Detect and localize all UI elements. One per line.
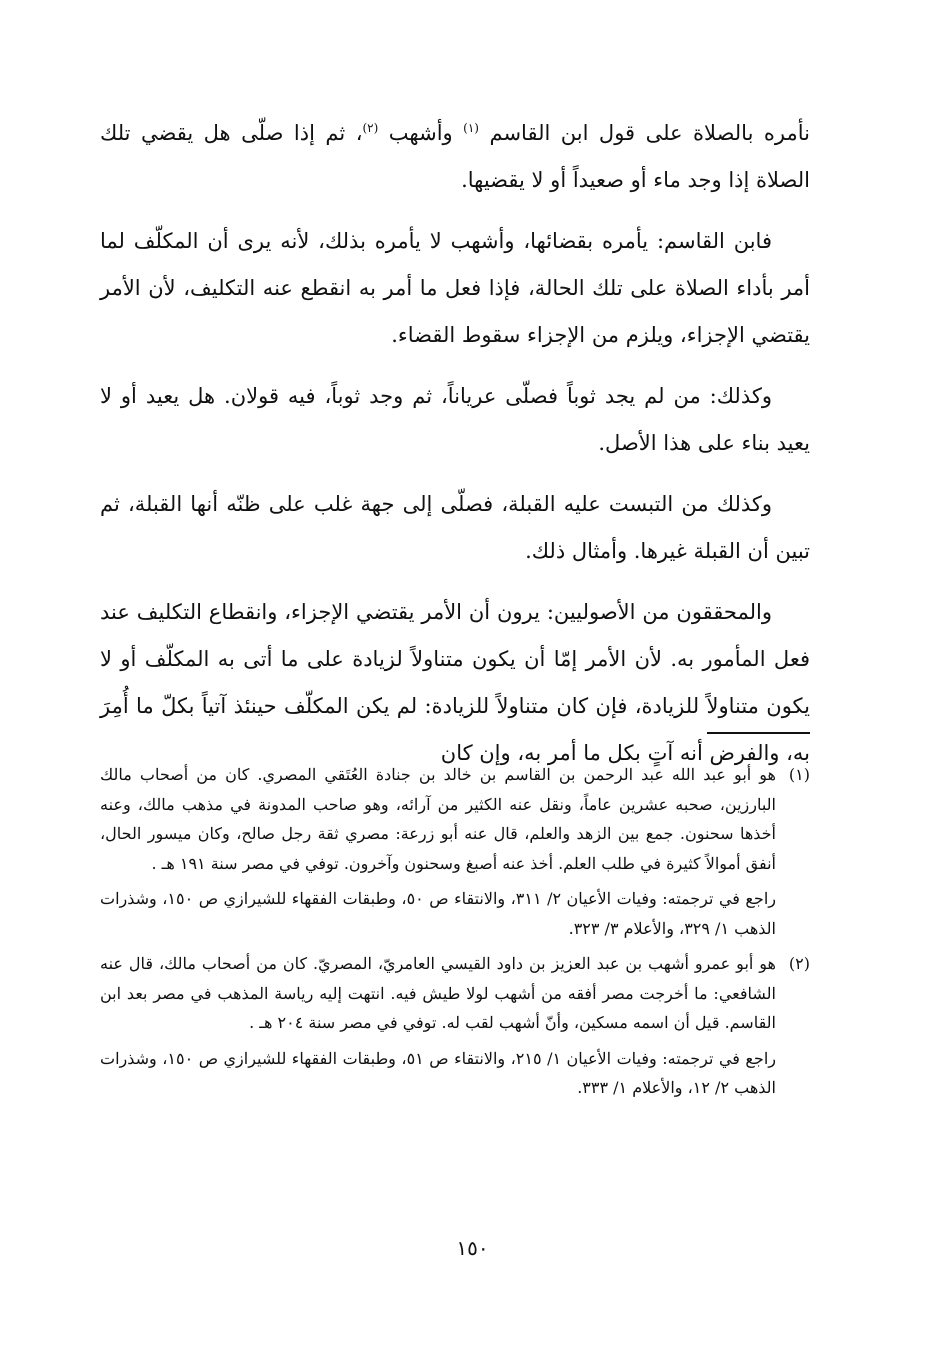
footnote-number: (٢) (788, 954, 810, 973)
page-number: ١٥٠ (456, 1236, 489, 1260)
footnotes (100, 760, 810, 1103)
footnote-text: هو أبو عبد الله عبد الرحمن بن القاسم بن خالد بن جنادة العُتَقي المصري. كان من أصحاب مالك البارزين، صحبه عشرين عاماً، ونقل عنه الكثير من آرائه، وهو صاحب المدونة في مذهب مالك، وعنه أخذها سحنون. جمع بين الزهد والعلم، قال عنه أبو زرعة: مصري ثقة رجل صالح، وكان ميسور الحال، أنفق أموالاً كثيرة في طلب العلم. أخذ عنه أصبغ وسحنون وآخرون. توفي في مصر سنة ١٩١ هـ . (100, 765, 776, 873)
paragraph-text: وكذلك: من لم يجد ثوباً فصلّى عرياناً، ثم وجد ثوباً، فيه قولان. هل يعيد أو لا يعيد بناء على هذا الأصل. (100, 384, 810, 455)
paragraph-text: والمحققون من الأصوليين: يرون أن الأمر يقتضي الإجزاء، وانقطاع التكليف عند فعل المأمور به. لأن الأمر إمّا أن يكون متناولاً لزيادة على ما أتى به المكلّف أو لا يكون متناولاً للزيادة، فإن كان متناولاً للزيادة: لم يكن المكلّف حينئذ آتياً بكلّ ما أُمِرَ به، والفرض أنه آتٍ بكل ما أمر به، وإن كان (100, 600, 810, 765)
paragraph-text: وكذلك من التبست عليه القبلة، فصلّى إلى جهة غلب على ظنّه أنها القبلة، ثم تبين أن القبلة غيرها. وأمثال ذلك. (100, 492, 810, 563)
paragraph-text: نأمره بالصلاة على قول ابن القاسم (478, 121, 810, 145)
footnote-divider (707, 732, 810, 734)
paragraph (100, 373, 810, 467)
footnote-text: هو أبو عمرو أشهب بن عبد العزيز بن داود القيسي العامريّ، المصريّ. كان من أصحاب مالك، قال عنه الشافعي: ما أخرجت مصر أفقه من أشهب لولا طيش فيه. انتهت إليه رياسة المذهب في مصر بعد ابن القاسم. قيل أن اسمه مسكين، وأنّ أشهب لقب له. توفي في مصر سنة ٢٠٤ هـ . (100, 954, 776, 1032)
footnote-references: راجع في ترجمته: وفيات الأعيان ٢/ ٣١١، والانتقاء ص ٥٠، وطبقات الفقهاء للشيرازي ص ١٥٠، وشذرات الذهب ١/ ٣٢٩، والأعلام ٣/ ٣٢٣. (100, 889, 776, 938)
footnote-1 (100, 760, 810, 943)
paragraph (100, 481, 810, 575)
paragraph (100, 218, 810, 359)
paragraph-text: وأشهب (378, 121, 464, 145)
paragraph-text: ، ثم إذا صلّى هل يقضي تلك الصلاة إذا وجد ماء أو صعيداً أو لا يقضيها. (100, 121, 810, 192)
footnote-2 (100, 949, 810, 1103)
paragraph (100, 110, 810, 204)
footnote-ref-2[interactable]: (٢) (362, 121, 379, 135)
footnote-ref-1[interactable]: (١) (463, 121, 479, 135)
footnote-number: (١) (788, 765, 810, 784)
paragraph-text: فابن القاسم: يأمره بقضائها، وأشهب لا يأمره بذلك، لأنه يرى أن المكلّف لما أمر بأداء الصلاة على تلك الحالة، فإذا فعل ما أمر به انقطع عنه التكليف، لأن الأمر يقتضي الإجزاء، ويلزم من الإجزاء سقوط القضاء. (100, 229, 810, 347)
main-text (100, 110, 810, 791)
footnote-references: راجع في ترجمته: وفيات الأعيان ١/ ٢١٥، والانتقاء ص ٥١، وطبقات الفقهاء للشيرازي ص ١٥٠، وشذرات الذهب ٢/ ١٢، والأعلام ١/ ٣٣٣. (100, 1048, 776, 1097)
paragraph (100, 589, 810, 777)
